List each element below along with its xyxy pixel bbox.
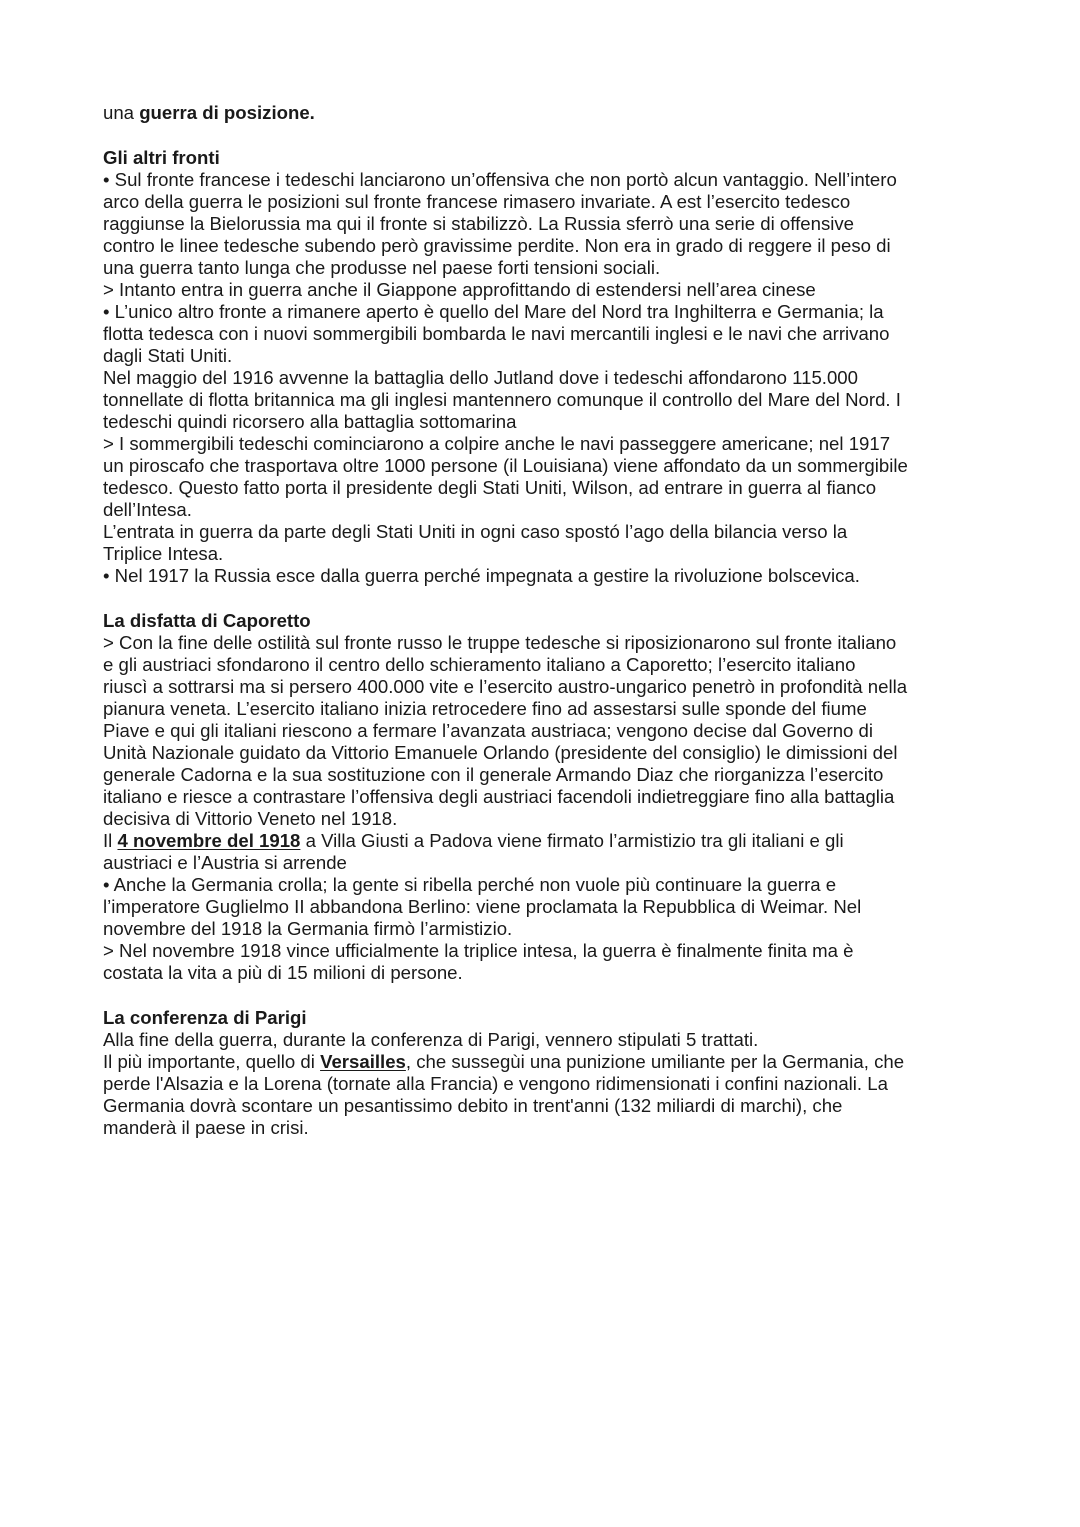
text-line: contro le linee tedesche subendo però gravissime perdite. Non era in grado di reggere il peso di bbox=[103, 235, 891, 256]
text-line: austriaci e l’Austria si arrende bbox=[103, 852, 347, 873]
text-line: l’imperatore Guglielmo II abbandona Berlino: viene proclamata la Repubblica di Weimar. Nel bbox=[103, 896, 862, 917]
text-line: generale Cadorna e la sua sostituzione con il generale Armando Diaz che riorganizza l’esercito bbox=[103, 764, 884, 785]
text-line: Piave e qui gli italiani riescono a fermare l’avanzata austriaca; vengono decise dal Governo di bbox=[103, 720, 874, 741]
heading-caporetto: La disfatta di Caporetto bbox=[103, 610, 311, 631]
text-line: > Nel novembre 1918 vince ufficialmente la triplice intesa, la guerra è finalmente finita ma è bbox=[103, 940, 854, 961]
document-page bbox=[103, 102, 983, 1139]
text-line: Unità Nazionale guidato da Vittorio Emanuele Orlando (presidente del consiglio) le dimissioni del bbox=[103, 742, 898, 763]
text-line: dagli Stati Uniti. bbox=[103, 345, 233, 366]
versailles-line bbox=[103, 1051, 983, 1073]
text-line: una guerra tanto lunga che produsse nel paese forti tensioni sociali. bbox=[103, 257, 661, 278]
text-line: Nel maggio del 1916 avvenne la battaglia dello Jutland dove i tedeschi affondarono 115.000 bbox=[103, 367, 858, 388]
text-line: manderà il paese in crisi. bbox=[103, 1117, 309, 1138]
text-line: tonnellate di flotta britannica ma gli inglesi mantennero comunque il controllo del Mare del Nord. I bbox=[103, 389, 901, 410]
paragraph-gap bbox=[103, 124, 983, 147]
text-line: • Anche la Germania crolla; la gente si ribella perché non vuole più continuare la guerra e bbox=[103, 874, 837, 895]
text-line: costata la vita a più di 15 milioni di persone. bbox=[103, 962, 463, 983]
intro-line bbox=[103, 102, 983, 124]
text-line: dell’Intesa. bbox=[103, 499, 192, 520]
text-line: un piroscafo che trasportava oltre 1000 persone (il Louisiana) viene affondato da un sommergibile bbox=[103, 455, 908, 476]
armistice-post-text: a Villa Giusti a Padova viene firmato l’armistizio tra gli italiani e gli bbox=[300, 830, 844, 851]
section-caporetto-body bbox=[103, 632, 983, 984]
text-line: perde l'Alsazia e la Lorena (tornate alla Francia) e vengono ridimensionati i confini nazionali. La bbox=[103, 1073, 888, 1094]
text-line: decisiva di Vittorio Veneto nel 1918. bbox=[103, 808, 398, 829]
armistice-pre-text: Il bbox=[103, 830, 118, 851]
versailles-post-text: , che sussegùi una punizione umiliante per la Germania, che bbox=[405, 1051, 905, 1072]
text-line: > Intanto entra in guerra anche il Giappone approfittando di estendersi nell’area cinese bbox=[103, 279, 816, 300]
paragraph-gap bbox=[103, 984, 983, 1007]
section-altri-fronti-body bbox=[103, 169, 983, 587]
text-line: riuscì a sottrarsi ma si persero 400.000 vite e l’esercito austro-ungarico penetrò in profondità nella bbox=[103, 676, 908, 697]
text-line: • Nel 1917 la Russia esce dalla guerra perché impegnata a gestire la rivoluzione bolscevica. bbox=[103, 565, 860, 586]
section-parigi-body bbox=[103, 1029, 983, 1139]
text-line: novembre del 1918 la Germania firmò l’armistizio. bbox=[103, 918, 513, 939]
versailles-pre-text: Il più importante, quello di bbox=[103, 1051, 321, 1072]
text-line: Alla fine della guerra, durante la conferenza di Parigi, vennero stipulati 5 trattati. bbox=[103, 1029, 759, 1050]
text-line: pianura veneta. L’esercito italiano inizia retrocedere fino ad assestarsi sulle sponde del fiume bbox=[103, 698, 867, 719]
text-line: Germania dovrà scontare un pesantissimo debito in trent'anni (132 miliardi di marchi), che bbox=[103, 1095, 843, 1116]
intro-text: una bbox=[103, 102, 140, 123]
versailles-term: Versailles bbox=[320, 1051, 406, 1072]
text-line: arco della guerra le posizioni sul fronte francese rimasero invariate. A est l’esercito tedesco bbox=[103, 191, 851, 212]
armistice-date: 4 novembre del 1918 bbox=[117, 830, 301, 851]
heading-parigi: La conferenza di Parigi bbox=[103, 1007, 307, 1028]
text-line: > I sommergibili tedeschi cominciarono a colpire anche le navi passeggere americane; nel 1917 bbox=[103, 433, 891, 454]
text-line: • L’unico altro fronte a rimanere aperto è quello del Mare del Nord tra Inghilterra e Germania; la bbox=[103, 301, 884, 322]
text-line: e gli austriaci sfondarono il centro dello schieramento italiano a Caporetto; l’esercito italiano bbox=[103, 654, 856, 675]
text-line: tedeschi quindi ricorsero alla battaglia sottomarina bbox=[103, 411, 517, 432]
text-line: L’entrata in guerra da parte degli Stati Uniti in ogni caso spostó l’ago della bilancia verso la bbox=[103, 521, 848, 542]
text-line: italiano e riesce a contrastare l’offensiva degli austriaci facendoli indietreggiare fino alla battaglia bbox=[103, 786, 895, 807]
text-line: > Con la fine delle ostilità sul fronte russo le truppe tedesche si riposizionarono sul fronte italiano bbox=[103, 632, 897, 653]
paragraph-gap bbox=[103, 587, 983, 610]
text-line: Triplice Intesa. bbox=[103, 543, 224, 564]
text-line: tedesco. Questo fatto porta il presidente degli Stati Uniti, Wilson, ad entrare in guerra al fianco bbox=[103, 477, 877, 498]
armistice-line bbox=[103, 830, 983, 852]
text-line: • Sul fronte francese i tedeschi lanciarono un’offensiva che non portò alcun vantaggio. Nell’intero bbox=[103, 169, 897, 190]
text-line: flotta tedesca con i nuovi sommergibili bombarda le navi mercantili inglesi e le navi che arrivano bbox=[103, 323, 890, 344]
heading-altri-fronti: Gli altri fronti bbox=[103, 147, 220, 168]
text-line: raggiunse la Bielorussia ma qui il fronte si stabilizzò. La Russia sferrò una serie di offensive bbox=[103, 213, 855, 234]
intro-bold-text: guerra di posizione. bbox=[139, 102, 315, 123]
